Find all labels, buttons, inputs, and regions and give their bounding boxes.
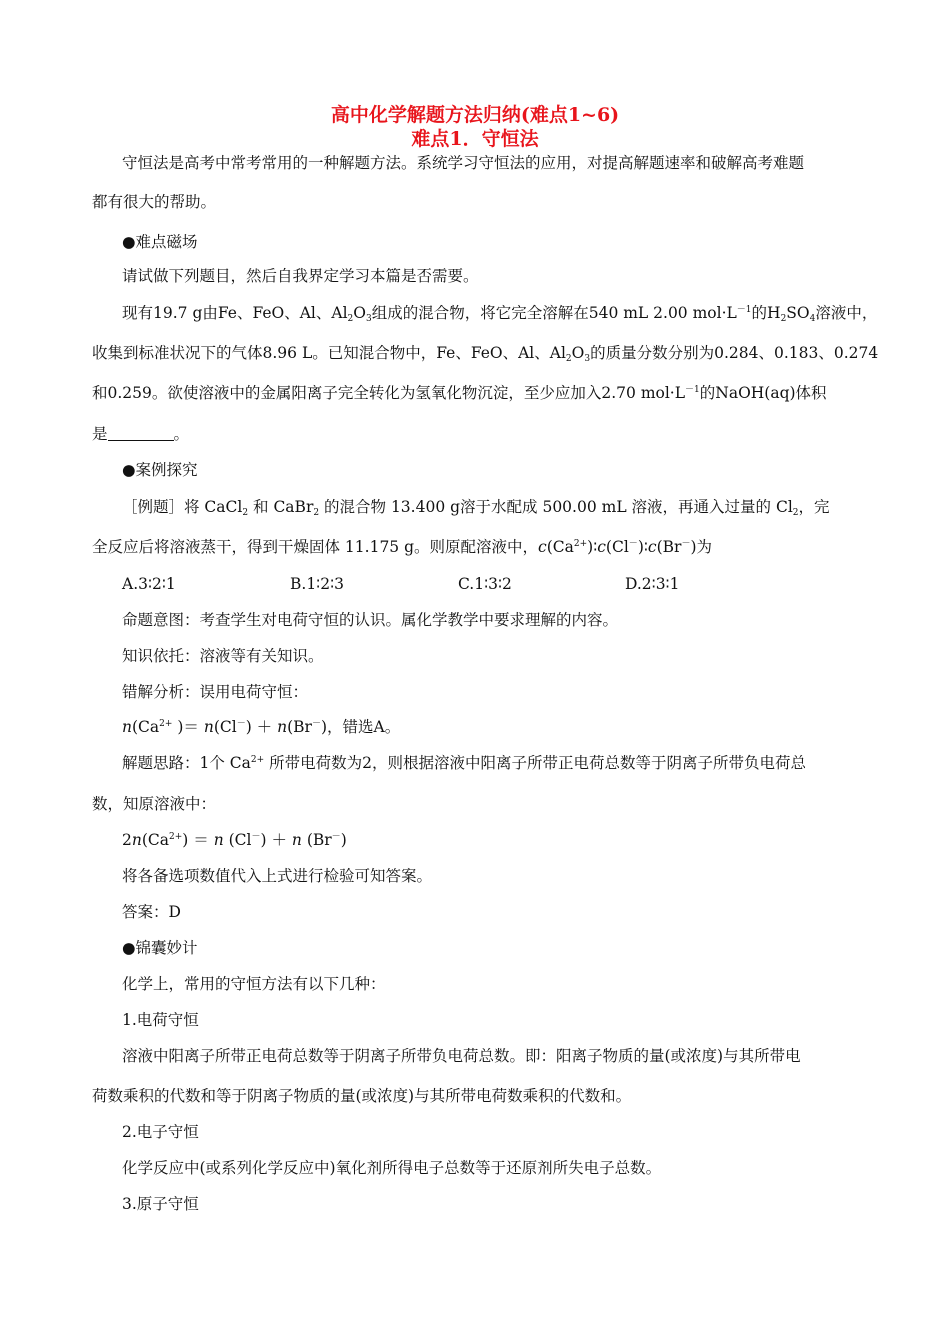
methods-intro: 化学上，常用的守恒方法有以下几种：	[122, 975, 386, 993]
check-text: 将各备选项数值代入上式进行检验可知答案。	[122, 867, 433, 885]
section-heading-tips: ●锦囊妙计	[122, 939, 198, 957]
option-a: A.3∶2∶1	[122, 575, 176, 593]
intro-line-2: 都有很大的帮助。	[92, 193, 217, 211]
doc-subtitle: 难点1．守恒法	[411, 128, 539, 150]
section-text: 请试做下列题目，然后自我界定学习本篇是否需要。	[122, 267, 479, 285]
method-1-line-1: 溶液中阳离子所带正电荷总数等于阴离子所带负电荷总数。即：阳离子物质的量(或浓度)与其所带电	[122, 1047, 801, 1065]
intro-line-1: 守恒法是高考中常考常用的一种解题方法。系统学习守恒法的应用，对提高解题速率和破解高考难题	[122, 154, 805, 172]
intent-text: 命题意图：考查学生对电荷守恒的认识。属化学教学中要求理解的内容。	[122, 611, 619, 629]
error-equation: $n(Ca^{2+}$ )＝ n(Cl－) ＋ n(Br－)，错选A。	[122, 718, 401, 736]
thinking-line-2: 数，知原溶液中：	[92, 795, 217, 813]
example-line-2: 全反应后将溶液蒸干，得到干燥固体 11.175 g。则原配溶液中，$c(Ca^{2+})∶c(Cl^-)∶c(Br^-)$为	[92, 538, 713, 556]
method-2-heading: 2.电子守恒	[122, 1123, 199, 1141]
answer-text: 答案：D	[122, 903, 181, 921]
method-1-line-2: 荷数乘积的代数和等于阴离子物质的量(或浓度)与其所带电荷数乘积的代数和。	[92, 1087, 632, 1105]
thinking-line-1: 解题思路：1个 $Ca^{2+}$ 所带电荷数为2，则根据溶液中阳离子所带正电荷总数等于阴离子所带负电荷总	[122, 754, 806, 772]
option-b: B.1∶2∶3	[290, 575, 344, 593]
option-c: C.1∶3∶2	[458, 575, 512, 593]
problem-line-1: 现有19.7 g由Fe、FeO、Al、$Al_2O_3$组成的混合物，将它完全溶解在540 mL 2.00 $mol\cdot L^{-1}$的$H_2SO_4$溶液中，	[122, 304, 878, 324]
method-3-heading: 3.原子守恒	[122, 1195, 199, 1213]
method-1-heading: 1.电荷守恒	[122, 1011, 199, 1029]
charge-equation: $2n(Ca^{2+}) = n$ (Cl－) ＋ n (Br－)	[122, 831, 347, 849]
section-heading-difficulty: ●难点磁场	[122, 233, 198, 251]
options-row	[122, 574, 722, 594]
problem-line-2: 收集到标准状况下的气体8.96 L。已知混合物中，Fe、FeO、Al、$Al_2O_3$的质量分数分别为0.284、0.183、0.274	[92, 344, 879, 364]
method-2-text: 化学反应中(或系列化学反应中)氧化剂所得电子总数等于还原剂所失电子总数。	[122, 1159, 662, 1177]
section-heading-case: ●案例探究	[122, 461, 198, 479]
option-d: D.2∶3∶1	[625, 575, 680, 593]
basis-text: 知识依托：溶液等有关知识。	[122, 647, 324, 665]
doc-title: 高中化学解题方法归纳(难点1~6)	[330, 104, 620, 126]
problem-line-4: 是 。	[92, 425, 190, 443]
error-label: 错解分析：误用电荷守恒：	[122, 683, 309, 701]
example-line-1: ［例题］将 CaCl$_2$ 和 CaBr$_2$ 的混合物 13.400 g溶于水配成 500.00 mL 溶液，再通入过量的 $Cl_2$，完	[122, 498, 830, 518]
answer-blank	[108, 426, 174, 441]
problem-line-3: 和0.259。欲使溶液中的金属阳离子完全转化为氢氧化物沉淀，至少应加入2.70 $mol\cdot L^{-1}$的NaOH(aq)体积	[92, 384, 827, 402]
